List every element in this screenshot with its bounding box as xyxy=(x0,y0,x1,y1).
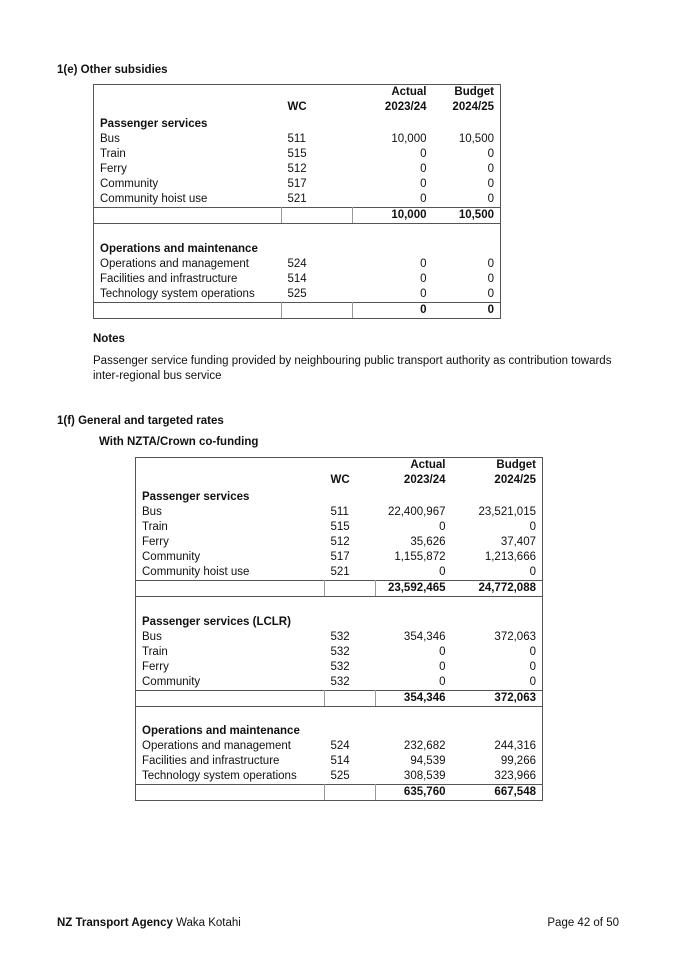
row-actual: 0 xyxy=(420,163,427,175)
row-budget: 37,407 xyxy=(500,536,536,548)
group-title-row xyxy=(136,722,543,739)
header-blank xyxy=(282,85,353,101)
total-budget: 0 xyxy=(433,302,501,318)
row-label: Bus xyxy=(142,506,162,518)
row-budget: 0 xyxy=(487,163,494,175)
row-wc: 517 xyxy=(287,178,307,190)
header-budget-label: Budget xyxy=(496,459,536,471)
table-row xyxy=(94,162,501,177)
row-actual: 35,626 xyxy=(410,536,446,548)
row-wc: 524 xyxy=(287,257,307,270)
total-row xyxy=(94,208,501,224)
total-blank xyxy=(282,208,353,224)
total-actual: 0 xyxy=(353,302,433,318)
table-row xyxy=(94,147,501,162)
total-row xyxy=(136,785,543,801)
row-budget: 0 xyxy=(487,148,494,160)
row-wc: 514 xyxy=(330,755,350,767)
total-budget: 10,500 xyxy=(433,208,501,224)
row-wc: 532 xyxy=(330,660,350,673)
table-row xyxy=(136,535,543,550)
row-actual: 0 xyxy=(439,521,446,533)
table-row xyxy=(136,630,543,645)
row-actual: 0 xyxy=(420,193,427,205)
header-budget-year: 2024/25 xyxy=(452,101,494,113)
total-blank xyxy=(94,208,282,224)
row-label: Operations and management xyxy=(142,740,291,752)
header-blank xyxy=(94,100,282,115)
row-actual: 232,682 xyxy=(403,740,446,752)
row-label: Community hoist use xyxy=(142,566,250,578)
group-title: Operations and maintenance xyxy=(100,242,258,255)
row-label: Community hoist use xyxy=(100,193,208,205)
table-row xyxy=(136,660,543,675)
row-budget: 23,521,015 xyxy=(478,506,536,518)
row-label: Community xyxy=(142,551,201,563)
row-actual: 0 xyxy=(420,148,427,160)
row-budget: 0 xyxy=(529,521,536,533)
table-body xyxy=(94,85,501,319)
header-actual-label: Actual xyxy=(410,459,446,471)
row-wc: 511 xyxy=(330,506,349,518)
group-title: Passenger services xyxy=(100,118,208,130)
row-wc: 525 xyxy=(287,287,307,300)
spacer xyxy=(376,597,452,613)
row-wc: 532 xyxy=(330,645,350,658)
spacer-row xyxy=(94,224,501,240)
row-label: Facilities and infrastructure xyxy=(142,755,280,767)
spacer-row xyxy=(136,597,543,613)
header-blank xyxy=(94,85,282,101)
spacer-row xyxy=(136,706,543,722)
row-wc: 512 xyxy=(287,163,307,175)
table-row xyxy=(94,192,501,208)
table-row xyxy=(94,132,501,147)
header-actual-label: Actual xyxy=(391,86,427,98)
row-budget: 244,316 xyxy=(494,740,536,752)
table-row xyxy=(94,257,501,272)
row-label: Operations and management xyxy=(100,257,249,270)
total-row xyxy=(136,581,543,597)
header-blank xyxy=(136,473,325,488)
spacer xyxy=(325,597,376,613)
total-blank xyxy=(136,785,325,801)
row-label: Technology system operations xyxy=(142,770,297,782)
notes-title: Notes xyxy=(93,333,125,345)
row-label: Ferry xyxy=(142,536,169,548)
header-wc: WC xyxy=(330,474,350,486)
total-blank xyxy=(94,302,282,318)
section-f-title: 1(f) General and targeted rates xyxy=(57,415,224,427)
header-budget-year: 2024/25 xyxy=(494,474,536,486)
total-actual: 354,346 xyxy=(376,690,452,706)
total-budget: 667,548 xyxy=(452,785,543,801)
row-wc: 515 xyxy=(287,148,307,160)
row-wc: 521 xyxy=(287,193,307,205)
table-row xyxy=(136,739,543,754)
row-wc: 515 xyxy=(330,521,350,533)
notes-text: Passenger service funding provided by neighbouring public transport authority as contribution towards inter-regional bus service xyxy=(93,355,612,382)
row-label: Train xyxy=(100,148,126,160)
total-actual: 635,760 xyxy=(376,785,452,801)
row-budget: 0 xyxy=(529,660,536,673)
spacer xyxy=(136,706,325,722)
header-row xyxy=(136,458,543,474)
table-row xyxy=(136,754,543,769)
header-actual-year: 2023/24 xyxy=(384,101,427,113)
row-budget: 0 xyxy=(487,178,494,190)
row-wc: 514 xyxy=(287,272,307,285)
group-title: Operations and maintenance xyxy=(142,725,300,737)
group-title-row xyxy=(136,488,543,505)
footer-org-rest: Waka Kotahi xyxy=(176,917,241,929)
table-row xyxy=(136,769,543,785)
total-blank xyxy=(325,785,376,801)
spacer xyxy=(433,224,501,240)
row-wc: 524 xyxy=(330,740,350,752)
row-actual: 0 xyxy=(439,675,446,688)
spacer xyxy=(282,224,353,240)
total-blank xyxy=(325,690,376,706)
other-subsidies-table xyxy=(93,84,501,319)
row-budget: 99,266 xyxy=(500,755,536,767)
total-budget: 24,772,088 xyxy=(452,581,543,597)
header-actual-year: 2023/24 xyxy=(403,474,446,486)
row-wc: 532 xyxy=(330,630,350,643)
row-budget: 0 xyxy=(487,257,494,270)
row-actual: 22,400,967 xyxy=(387,506,446,518)
row-actual: 354,346 xyxy=(403,630,446,643)
table-row xyxy=(136,505,543,520)
footer-org-bold: NZ Transport Agency xyxy=(57,917,173,929)
row-actual: 0 xyxy=(420,272,427,285)
row-actual: 94,539 xyxy=(410,755,446,767)
row-budget: 0 xyxy=(529,645,536,658)
row-label: Technology system operations xyxy=(100,287,255,300)
table-row xyxy=(136,550,543,565)
spacer xyxy=(325,706,376,722)
row-label: Community xyxy=(100,178,159,190)
total-actual: 10,000 xyxy=(353,208,433,224)
header-row xyxy=(94,85,501,101)
table-row xyxy=(136,675,543,691)
group-title-row xyxy=(136,613,543,630)
row-budget: 323,966 xyxy=(494,770,536,782)
section-f-subtitle: With NZTA/Crown co-funding xyxy=(99,436,259,448)
header-row xyxy=(136,473,543,488)
row-wc: 511 xyxy=(287,133,306,145)
general-targeted-rates-table xyxy=(135,457,543,801)
group-title-row xyxy=(94,115,501,132)
row-actual: 0 xyxy=(439,660,446,673)
row-label: Ferry xyxy=(100,163,127,175)
table-row xyxy=(136,520,543,535)
group-title: Passenger services (LCLR) xyxy=(142,615,291,628)
spacer xyxy=(452,597,543,613)
spacer xyxy=(94,224,282,240)
row-label: Community xyxy=(142,675,201,688)
total-row xyxy=(136,690,543,706)
row-actual: 0 xyxy=(439,566,446,578)
row-wc: 532 xyxy=(330,675,350,688)
row-actual: 0 xyxy=(420,287,427,300)
section-e-title: 1(e) Other subsidies xyxy=(57,64,168,76)
row-wc: 525 xyxy=(330,770,350,782)
row-budget: 1,213,666 xyxy=(484,551,536,563)
group-title: Passenger services xyxy=(142,491,250,503)
total-blank xyxy=(282,302,353,318)
spacer xyxy=(136,597,325,613)
total-blank xyxy=(136,690,325,706)
row-budget: 0 xyxy=(487,272,494,285)
header-row xyxy=(94,100,501,115)
table-row xyxy=(94,272,501,287)
spacer xyxy=(376,706,452,722)
row-label: Facilities and infrastructure xyxy=(100,272,238,285)
table-row xyxy=(94,287,501,303)
table-row xyxy=(94,177,501,192)
row-budget: 0 xyxy=(487,193,494,205)
header-budget-label: Budget xyxy=(454,86,494,98)
row-label: Train xyxy=(142,645,168,658)
row-budget: 0 xyxy=(529,566,536,578)
row-label: Bus xyxy=(142,630,162,643)
header-blank xyxy=(325,458,376,474)
table-body xyxy=(136,458,543,801)
row-budget: 0 xyxy=(529,675,536,688)
row-wc: 521 xyxy=(330,566,350,578)
row-wc: 517 xyxy=(330,551,350,563)
footer-org xyxy=(57,917,241,929)
row-actual: 1,155,872 xyxy=(394,551,446,563)
footer-page-number: Page 42 of 50 xyxy=(547,917,619,929)
spacer xyxy=(452,706,543,722)
row-budget: 372,063 xyxy=(494,630,536,643)
total-budget: 372,063 xyxy=(452,690,543,706)
total-blank xyxy=(325,581,376,597)
row-actual: 0 xyxy=(439,645,446,658)
table-row xyxy=(136,645,543,660)
group-title-row xyxy=(94,240,501,257)
row-label: Bus xyxy=(100,133,120,145)
header-wc: WC xyxy=(287,101,307,113)
row-actual: 10,000 xyxy=(391,133,427,145)
row-actual: 0 xyxy=(420,178,427,190)
row-wc: 512 xyxy=(330,536,350,548)
row-actual: 308,539 xyxy=(403,770,446,782)
total-blank xyxy=(136,581,325,597)
row-actual: 0 xyxy=(420,257,427,270)
row-label: Ferry xyxy=(142,660,169,673)
total-actual: 23,592,465 xyxy=(376,581,452,597)
total-row xyxy=(94,302,501,318)
table-row xyxy=(136,565,543,581)
row-budget: 10,500 xyxy=(458,133,494,145)
row-label: Train xyxy=(142,521,168,533)
row-budget: 0 xyxy=(487,287,494,300)
header-blank xyxy=(136,458,325,474)
spacer xyxy=(353,224,433,240)
